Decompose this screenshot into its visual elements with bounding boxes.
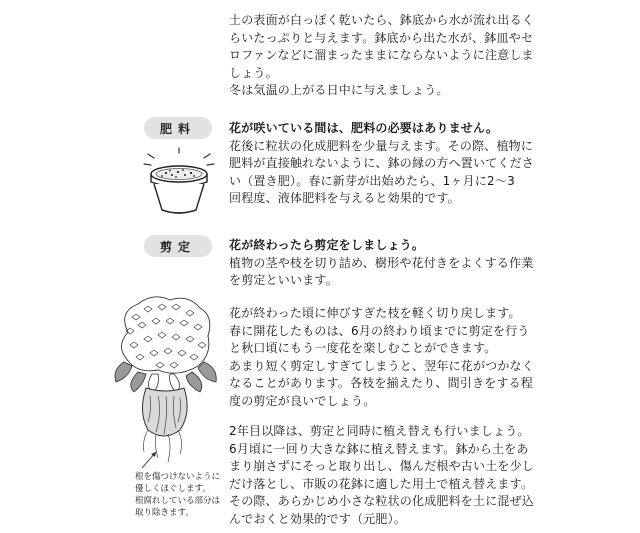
pruning-label: 剪定: [144, 235, 212, 257]
repotting-paragraph: [229, 423, 534, 528]
text-line: を剪定といいます。: [229, 273, 338, 287]
text-line: ロファンなどに溜まったままにならないように注意しま: [229, 48, 534, 62]
text-line: その際、あらかじめ小さな粒状の化成肥料を土に混ぜ込: [229, 494, 535, 508]
text-line: 土の表面が白っぽく乾いたら、鉢底から水が流れ出るく: [229, 13, 535, 27]
pruning-body: [229, 305, 534, 410]
caption-line: 根腐れしている部分は: [135, 496, 221, 506]
text-line: なることがあります。各枝を揃えたり、間引きをする程: [229, 376, 534, 390]
rootball-caption: [135, 471, 220, 519]
text-line: 6月頃に一回り大きな鉢に植え替えます。鉢から土をあ: [229, 441, 529, 456]
text-line: 回程度、液体肥料を与えると効果的です。: [229, 191, 460, 205]
caption-line: 根を傷つけないように: [135, 472, 221, 482]
text-line: 植物の茎や枝を切り詰め、樹形や花付きをよくする作業: [229, 255, 534, 270]
pruning-heading: 花が終わったら剪定をしましょう。: [229, 238, 425, 252]
text-line: だけ落とし、市販の花鉢に適した用土で植え替えます。: [229, 476, 534, 491]
caption-line: 取り除きます。: [135, 508, 194, 518]
text-line: らいたっぷりと与えます。鉢底から出た水が、鉢皿やセ: [229, 30, 534, 45]
text-line: と秋口頃にもう一度花を楽しむことができます。: [229, 341, 497, 355]
caption-line: 優しくほぐします。: [135, 484, 211, 494]
text-line: 肥料が直接触れないように、鉢の縁の方へ置いてくださ: [229, 156, 535, 170]
hydrangea-rootball-illustration: [108, 292, 224, 476]
fertilizer-label: 肥料: [144, 117, 212, 139]
text-line: んでおくと効果的です（元肥）。: [229, 511, 407, 526]
text-line: 花後に粒状の化成肥料を少量与えます。その際、植物に: [229, 138, 534, 153]
text-line: い（置き肥）。春に新芽が出始めたら、1ヶ月に2〜3: [229, 173, 515, 188]
text-line: 花が終わった頃に伸びすぎた枝を軽く切り戻します。: [229, 306, 521, 320]
text-line: 春に開花したものは、6月の終わり頃までに剪定を行う: [229, 323, 530, 338]
text-line: 度の剪定が良いでしょう。: [229, 393, 376, 408]
text-line: しょう。: [229, 65, 278, 80]
fertilizer-heading: 花が咲いている間は、肥料の必要はありません。: [229, 121, 499, 135]
fertilizer-paragraph: [229, 120, 534, 208]
text-line: あまり短く剪定しすぎてしまうと、翌年に花がつかなく: [229, 358, 535, 373]
text-line: 2年目以降は、剪定と同時に植え替えも行いましょう。: [229, 424, 530, 438]
fertilizer-pot-illustration: [136, 146, 222, 218]
watering-paragraph: [229, 12, 534, 100]
text-line: 冬は気温の上がる日中に与えましょう。: [229, 83, 449, 97]
pruning-intro: [229, 237, 534, 290]
text-line: まり崩さずにそっと取り出し、傷んだ根や古い土を少し: [229, 459, 535, 473]
